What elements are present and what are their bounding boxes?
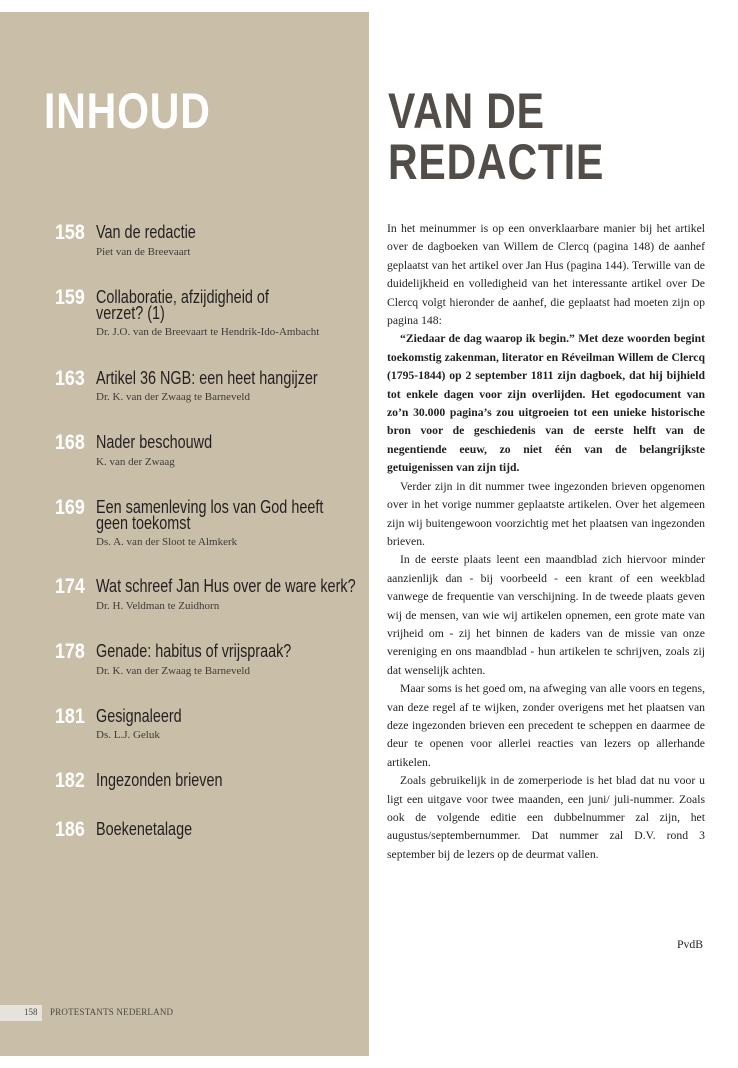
toc-entry-title[interactable]: Genade: habitus of vrijspraak? [96, 641, 292, 661]
toc-page-number: 169 [55, 496, 85, 519]
toc-entry-title[interactable]: Wat schreef Jan Hus over de ware kerk? [96, 576, 356, 596]
toc-entry-title[interactable]: Nader beschouwd [96, 432, 213, 452]
toc-entry-title[interactable]: Van de redactie [96, 222, 196, 242]
toc-heading: INHOUD [44, 83, 211, 139]
article-paragraph: Verder zijn in dit nummer twee ingezonden brieven opgenomen over in het vorige nummer geplaatste artikelen. Over het algemeen zijn wij buitengewoon voorzichtig met het plaatsen van ingezonden brieven. [387, 479, 705, 548]
toc-entry-author: Dr. K. van der Zwaag te Barneveld [96, 665, 250, 677]
toc-entry-title[interactable]: Artikel 36 NGB: een heet hangijzer [96, 368, 318, 388]
article-body [387, 220, 705, 864]
article-paragraph: Zoals gebruikelijk in de zomerperiode is het blad dat nu voor u ligt een uitgave voor twee maanden, een juni/ juli-nummer. Zoals ook de volgende editie een dubbelnummer zal zijn, het augustus/septembernummer. Dat nummer zal D.V. rond 3 september bij de lezers op de deurmat vallen. [387, 774, 705, 861]
article-signature: PvdB [677, 938, 703, 951]
article-paragraph: Maar soms is het goed om, na afweging van alle voors en tegens, van deze regel af te wijken, zonder overigens met het plaatsen van deze ingezonden brieven een precedent te scheppen en daarmee de deur te openen voor allerlei reacties van lezers op allerhande artikelen. [387, 682, 705, 769]
article-quote-paragraph: “Ziedaar de dag waarop ik begin.” Met deze woorden begint toekomstig zakenman, literator en Réveilman Willem de Clercq (1795-1844) op 2 september 1811 zijn dagboek, dat hij bijhield tot enkele dagen voor zijn overlijden. Het egodocument van zo’n 30.000 pagina’s zou uitgroeien tot een unieke historische bron voor de geschiedenis van de eerste helft van de negentiende eeuw, zo niet één van de belangrijkste getuigenissen van zijn tijd. [387, 332, 705, 475]
article-paragraph: In de eerste plaats leent een maandblad zich hiervoor minder aanzienlijk dan - bij voorbeeld - een krant of een weekblad vanwege de frequentie van verschijning. In de tweede plaats geven wij de mensen, van wie wij artikelen opnemen, een grote mate van vrijheid om - zij het binnen de kaders van de missie van onze vereniging en ons maandblad - hun artikelen te schrijven, zoals zij dat wenselijk achten. [387, 553, 705, 677]
toc-entry-title[interactable]: Ingezonden brieven [96, 770, 223, 790]
toc-entry-title[interactable]: Collaboratie, afzijdigheid of verzet? (1) [96, 287, 269, 323]
toc-entry-title[interactable]: Boekenetalage [96, 819, 193, 839]
article-title-line: VAN DE [388, 83, 545, 139]
toc-sidebar [0, 12, 369, 1056]
toc-entry-author: K. van der Zwaag [96, 456, 175, 468]
toc-entry-title[interactable]: Gesignaleerd [96, 706, 182, 726]
toc-page-number: 163 [55, 367, 85, 390]
toc-page-number: 174 [55, 575, 85, 598]
toc-entry-author: Dr. K. van der Zwaag te Barneveld [96, 391, 250, 403]
toc-entry-author: Ds. A. van der Sloot te Almkerk [96, 536, 238, 548]
toc-entry-author: Ds. L.J. Geluk [96, 729, 160, 741]
toc-entry-author: Piet van de Breevaart [96, 246, 191, 258]
toc-page-number: 168 [55, 431, 85, 454]
toc-entry-author: Dr. J.O. van de Breevaart te Hendrik-Ido-Ambacht [96, 326, 320, 338]
footer-publication-name: PROTESTANTS NEDERLAND [50, 1007, 174, 1017]
toc-page-number: 181 [55, 705, 85, 728]
toc-page-number: 186 [55, 818, 85, 841]
article-title [388, 83, 605, 190]
toc-entry-author: Dr. H. Veldman te Zuidhorn [96, 600, 220, 612]
article-paragraph: In het meinummer is op een onverklaarbare manier bij het artikel over de dagboeken van Willem de Clercq (pagina 148) de aanhef geplaatst van het artikel over Jan Hus (pagina 144). Terwille van de duidelijkheid en volledigheid van het interessante artikel over De Clercq volgt hieronder de aanhef, die geplaatst had moeten zijn op pagina 148: [387, 222, 705, 328]
toc-page-number: 182 [55, 769, 85, 792]
toc-entry-title[interactable]: Een samenleving los van God heeft geen toekomst [96, 497, 324, 533]
toc-page-number: 178 [55, 640, 85, 663]
toc-page-number: 158 [55, 221, 85, 244]
article-title-line: REDACTIE [388, 134, 605, 190]
footer-page-number: 158 [24, 1007, 38, 1017]
toc-page-number: 159 [55, 286, 85, 309]
